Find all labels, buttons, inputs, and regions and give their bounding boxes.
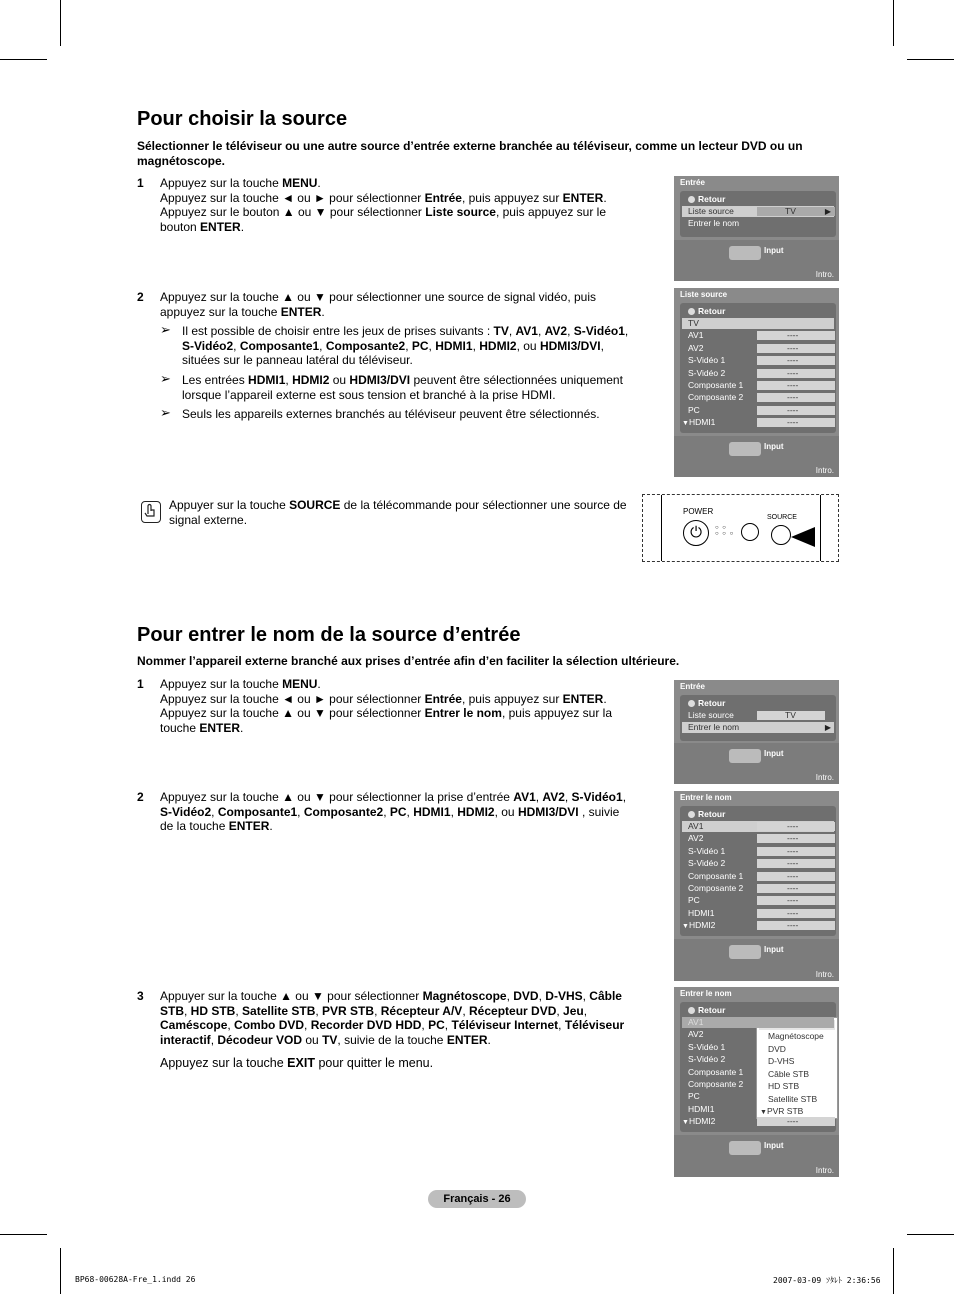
osd-row[interactable]: Liste source TV ▶ xyxy=(682,206,834,217)
osd-row-value: ---- xyxy=(757,834,835,843)
osd-title: Liste source xyxy=(680,290,728,299)
osd-row-label: PC xyxy=(688,1091,700,1102)
osd-row[interactable] xyxy=(682,1054,834,1065)
osd-row-value: ---- xyxy=(757,884,835,893)
intro-label: Intro. xyxy=(815,970,834,979)
osd-row-label: S-Vidéo 1 xyxy=(688,1041,726,1052)
osd-footer xyxy=(674,743,839,784)
osd-footer xyxy=(674,1135,839,1177)
down-arrow-icon: ▼ xyxy=(682,1119,689,1127)
input-icon xyxy=(729,246,761,260)
osd-row-value: ---- xyxy=(757,847,835,856)
slug-right: 2007-03-09 ｿﾀﾚﾄ 2:36:56 xyxy=(773,1276,881,1285)
retour-icon xyxy=(688,308,695,315)
page-footer: Français - 26 xyxy=(428,1190,526,1208)
crop-mark xyxy=(0,1234,47,1235)
osd-entree-2 xyxy=(674,680,839,784)
osd-row[interactable] xyxy=(682,833,834,844)
step-number: 1 xyxy=(137,176,144,190)
input-label: Input xyxy=(764,246,784,255)
crop-mark xyxy=(0,59,47,60)
osd-row[interactable] xyxy=(682,368,834,379)
osd-footer xyxy=(674,436,839,477)
osd-row[interactable] xyxy=(682,1042,834,1053)
osd-retour[interactable]: Retour xyxy=(688,1005,725,1015)
osd-row-value: ---- xyxy=(757,381,835,390)
osd-row[interactable] xyxy=(682,1029,834,1040)
tip-text: Appuyer sur la touche SOURCE de la télécommande pour sélectionner une source de signal externe. xyxy=(169,498,627,527)
slug-left: BP68-00628A-Fre_1.indd 26 xyxy=(75,1275,196,1284)
osd-row-value: ---- xyxy=(757,369,835,378)
section2-title: Pour entrer le nom de la source d’entrée xyxy=(137,624,521,646)
step-body: Appuyez sur la touche MENU. Appuyez sur la touche ◄ ou ► pour sélectionner Entrée, puis appuyez sur ENTER. Appuyez sur la touche ▲ ou ▼ pour sélectionner Entrer le nom, puis appuyez sur la touche ENTER. xyxy=(160,677,612,735)
crop-mark xyxy=(907,1234,954,1235)
osd-row-label: Composante 1 xyxy=(688,1066,744,1077)
osd-row-label: PC xyxy=(688,404,700,415)
osd-row-label: AV1 xyxy=(688,1017,704,1027)
dropdown-option[interactable]: Satellite STB xyxy=(768,1093,818,1104)
osd-row[interactable] xyxy=(682,1067,834,1078)
osd-row[interactable] xyxy=(682,895,834,906)
input-label: Input xyxy=(764,945,784,954)
osd-row-value: ---- xyxy=(757,896,835,905)
osd-row-label: AV1 xyxy=(688,821,704,831)
osd-title: Entrer le nom xyxy=(680,793,732,802)
osd-panel xyxy=(680,303,836,433)
osd-row-value: ---- xyxy=(757,406,835,415)
osd-row[interactable] xyxy=(682,343,834,354)
osd-row[interactable] xyxy=(682,846,834,857)
dropdown-option[interactable]: Magnétoscope xyxy=(768,1031,824,1041)
source-button-icon xyxy=(771,525,791,545)
note: ➢ Seuls les appareils externes branchés au téléviseur peuvent être sélectionnés. xyxy=(160,405,600,422)
osd-row-label: Composante 2 xyxy=(688,392,744,403)
hand-icon xyxy=(141,501,161,523)
down-arrow-icon: ▼ xyxy=(760,1109,767,1116)
exit-instruction: Appuyez sur la touche EXIT pour quitter le menu. xyxy=(160,1056,434,1071)
input-icon xyxy=(729,442,761,456)
arrow-icon: ➢ xyxy=(160,370,171,386)
down-arrow-icon: ▼ xyxy=(682,420,689,428)
retour-icon xyxy=(688,700,695,707)
input-label: Input xyxy=(764,1141,784,1150)
osd-row[interactable] xyxy=(682,355,834,366)
dropdown-option[interactable]: Câble STB xyxy=(768,1068,810,1079)
osd-row-label: S-Vidéo 2 xyxy=(688,858,726,869)
osd-row[interactable] xyxy=(682,1017,834,1028)
intro-label: Intro. xyxy=(815,270,834,279)
osd-row[interactable] xyxy=(682,858,834,869)
osd-row-label: Composante 2 xyxy=(688,883,744,893)
osd-panel xyxy=(680,191,836,237)
crop-mark xyxy=(907,59,954,60)
osd-row[interactable] xyxy=(682,920,834,931)
right-arrow-icon: ▶ xyxy=(824,723,831,732)
step-number: 2 xyxy=(137,290,144,304)
crop-mark xyxy=(893,0,894,46)
osd-row-value: ---- xyxy=(757,344,835,353)
crop-mark xyxy=(60,0,61,46)
osd-row[interactable] xyxy=(682,821,834,832)
osd-row-label: AV2 xyxy=(688,1029,704,1040)
osd-retour[interactable]: Retour xyxy=(688,698,725,708)
osd-row[interactable] xyxy=(682,1079,834,1090)
power-label: POWER xyxy=(683,507,714,516)
osd-row[interactable]: Entrer le nom ▶ xyxy=(682,722,834,733)
down-arrow-icon: ▼ xyxy=(682,923,689,931)
osd-row-value: ---- xyxy=(757,872,835,881)
osd-row-label: Composante 2 xyxy=(688,1079,744,1089)
dropdown-option[interactable]: DVD xyxy=(768,1043,786,1054)
osd-row-label: TV xyxy=(688,318,699,328)
osd-row-label: HDMI1 xyxy=(688,417,716,428)
osd-row-value: ---- xyxy=(757,859,835,868)
osd-row[interactable] xyxy=(682,908,834,919)
osd-row[interactable] xyxy=(682,1091,834,1102)
light-icon xyxy=(741,523,759,541)
source-label: SOURCE xyxy=(767,514,797,521)
osd-row[interactable] xyxy=(682,380,834,391)
osd-panel xyxy=(680,1002,836,1132)
osd-row[interactable] xyxy=(682,1116,834,1127)
section1-intro: Sélectionner le téléviseur ou une autre source d’entrée externe branchée au téléviseur, comme un lecteur DVD ou un magnétoscope. xyxy=(137,139,803,168)
input-icon xyxy=(729,749,761,763)
note: ➢ Il est possible de choisir entre les jeux de prises suivants : TV, AV1, AV2, S-Vidéo1, S-Vidéo2, Composante1, Composante2, PC, HDMI1, HDMI2, ou HDMI3/DVI, situées sur le panneau latéral du téléviseur. xyxy=(160,322,629,368)
step-number: 2 xyxy=(137,790,144,804)
intro-label: Intro. xyxy=(815,773,834,782)
step-body: Appuyer sur la touche ▲ ou ▼ pour sélectionner Magnétoscope, DVD, D-VHS, Câble STB, HD STB, Satellite STB, PVR STB, Récepteur A/V, Récepteur DVD, Jeu, Caméscope, Combo DVD, Recorder DVD HDD, PC, Téléviseur Internet, Téléviseur interactif, Décodeur VOD ou TV, suivie de la touche ENTER. Appuyez sur la touche EXIT pour quitter le menu. xyxy=(160,989,630,1071)
arrow-icon: ➢ xyxy=(160,405,171,421)
osd-retour[interactable]: Retour xyxy=(688,194,725,204)
retour-icon xyxy=(688,1007,695,1014)
osd-row[interactable] xyxy=(682,330,834,341)
pointer-arrow-icon xyxy=(791,527,815,547)
osd-row-value: ---- xyxy=(757,393,835,402)
osd-row[interactable] xyxy=(682,417,834,428)
input-label: Input xyxy=(764,442,784,451)
arrow-icon: ➢ xyxy=(160,322,171,338)
osd-row-value: ---- xyxy=(757,909,835,918)
input-icon xyxy=(729,945,761,959)
osd-row-value: ---- xyxy=(757,418,835,427)
osd-row-label: S-Vidéo 1 xyxy=(688,355,726,366)
osd-row-label: AV2 xyxy=(688,342,704,353)
osd-row-label: HDMI1 xyxy=(688,907,715,918)
osd-row-value: ---- xyxy=(757,822,835,831)
step-body: Appuyez sur la touche MENU. Appuyez sur la touche ◄ ou ► pour sélectionner Entrée, puis appuyez sur ENTER. Appuyez sur le bouton ▲ ou ▼ pour sélectionner Liste source, puis appuyez sur le bouton ENTER. xyxy=(160,176,607,234)
osd-row-label: S-Vidéo 1 xyxy=(688,845,726,856)
osd-row-label: HDMI2 xyxy=(688,1116,716,1127)
osd-panel xyxy=(680,695,836,741)
power-button-icon: ⏻ xyxy=(683,520,709,546)
note: ➢ Les entrées HDMI1, HDMI2 ou HDMI3/DVI peuvent être sélectionnées uniquement lorsque l’appareil externe est sous tension et branché à la prise HDMI. xyxy=(160,370,623,402)
input-icon xyxy=(729,1141,761,1155)
osd-row[interactable] xyxy=(682,883,834,894)
step-body: Appuyez sur la touche ▲ ou ▼ pour sélectionner la prise d’entrée AV1, AV2, S-Vidéo1, S-Vidéo2, Composante1, Composante2, PC, HDMI1, HDMI2, ou HDMI3/DVI , suivie de la touche ENTER. xyxy=(160,790,627,834)
remote-illustration xyxy=(642,494,839,562)
osd-row[interactable] xyxy=(682,1104,834,1115)
dropdown-option[interactable]: ▼PVR STB xyxy=(760,1106,804,1116)
osd-row-label: Composante 1 xyxy=(688,870,744,881)
osd-row[interactable] xyxy=(682,871,834,882)
osd-panel xyxy=(680,806,836,936)
osd-footer xyxy=(674,939,839,981)
osd-retour[interactable]: Retour xyxy=(688,306,725,316)
dropdown-option[interactable]: HD STB xyxy=(768,1081,800,1091)
osd-row-label: HDMI1 xyxy=(688,1103,715,1114)
osd-row-label: HDMI2 xyxy=(688,920,716,931)
osd-row[interactable]: Entrer le nom xyxy=(688,218,740,228)
dropdown-option[interactable]: D-VHS xyxy=(768,1056,795,1066)
osd-footer xyxy=(674,240,839,281)
osd-row-value: ---- xyxy=(757,1117,835,1126)
osd-row[interactable] xyxy=(682,405,834,416)
intro-label: Intro. xyxy=(815,466,834,475)
crop-mark xyxy=(893,1248,894,1294)
input-label: Input xyxy=(764,749,784,758)
step-body: Appuyez sur la touche ▲ ou ▼ pour sélectionner une source de signal vidéo, puis appuyez sur la touche ENTER. ➢ Il est possible de choisir entre les jeux de prises suivants : TV, AV1, AV2, S-Vidéo1, S-Vidéo2, Composante1, Composante2, PC, HDMI1, HDMI2, ou HDMI3/DVI, situées sur le panneau latéral du téléviseur. ➢ Les entrées HDMI1, HDMI2 ou HDMI3/DVI peuvent être sélectionnées uniquement lorsque l’appareil externe est sous tension et branché à la prise HDMI. ➢ Seuls les appareils externes branchés au téléviseur peuvent être sélectionnés. xyxy=(160,290,638,422)
section1-title: Pour choisir la source xyxy=(137,108,348,130)
osd-row-value: ---- xyxy=(757,356,835,365)
osd-row-label: S-Vidéo 2 xyxy=(688,367,726,378)
osd-title: Entrée xyxy=(680,178,705,187)
osd-title: Entrée xyxy=(680,682,705,691)
osd-liste-source xyxy=(674,288,839,477)
step-number: 1 xyxy=(137,677,144,691)
retour-icon xyxy=(688,811,695,818)
section2-intro: Nommer l’appareil externe branché aux prises d’entrée afin d’en faciliter la sélection ultérieure. xyxy=(137,654,680,668)
osd-row[interactable] xyxy=(682,318,834,329)
osd-row-label: AV1 xyxy=(688,330,704,341)
osd-entrer-nom-2 xyxy=(674,987,839,1177)
right-arrow-icon: ▶ xyxy=(824,207,831,216)
indicator-dots: ○ ○ ○ ○ ○ xyxy=(715,525,735,537)
step-number: 3 xyxy=(137,989,144,1003)
retour-icon xyxy=(688,196,695,203)
osd-entrer-nom-1 xyxy=(674,791,839,981)
osd-row[interactable]: Liste source TV xyxy=(682,710,834,721)
osd-retour[interactable]: Retour xyxy=(688,809,725,819)
osd-row-value: ---- xyxy=(757,921,835,930)
osd-row[interactable] xyxy=(682,392,834,403)
osd-title: Entrer le nom xyxy=(680,989,732,998)
crop-mark xyxy=(60,1248,61,1294)
osd-row-label: S-Vidéo 2 xyxy=(688,1054,726,1065)
intro-label: Intro. xyxy=(815,1166,834,1175)
osd-row-label: PC xyxy=(688,895,700,906)
osd-row-label: Composante 1 xyxy=(688,380,744,390)
osd-row-label: AV2 xyxy=(688,833,704,844)
osd-entree-1 xyxy=(674,176,839,281)
osd-row-value: ---- xyxy=(757,331,835,340)
